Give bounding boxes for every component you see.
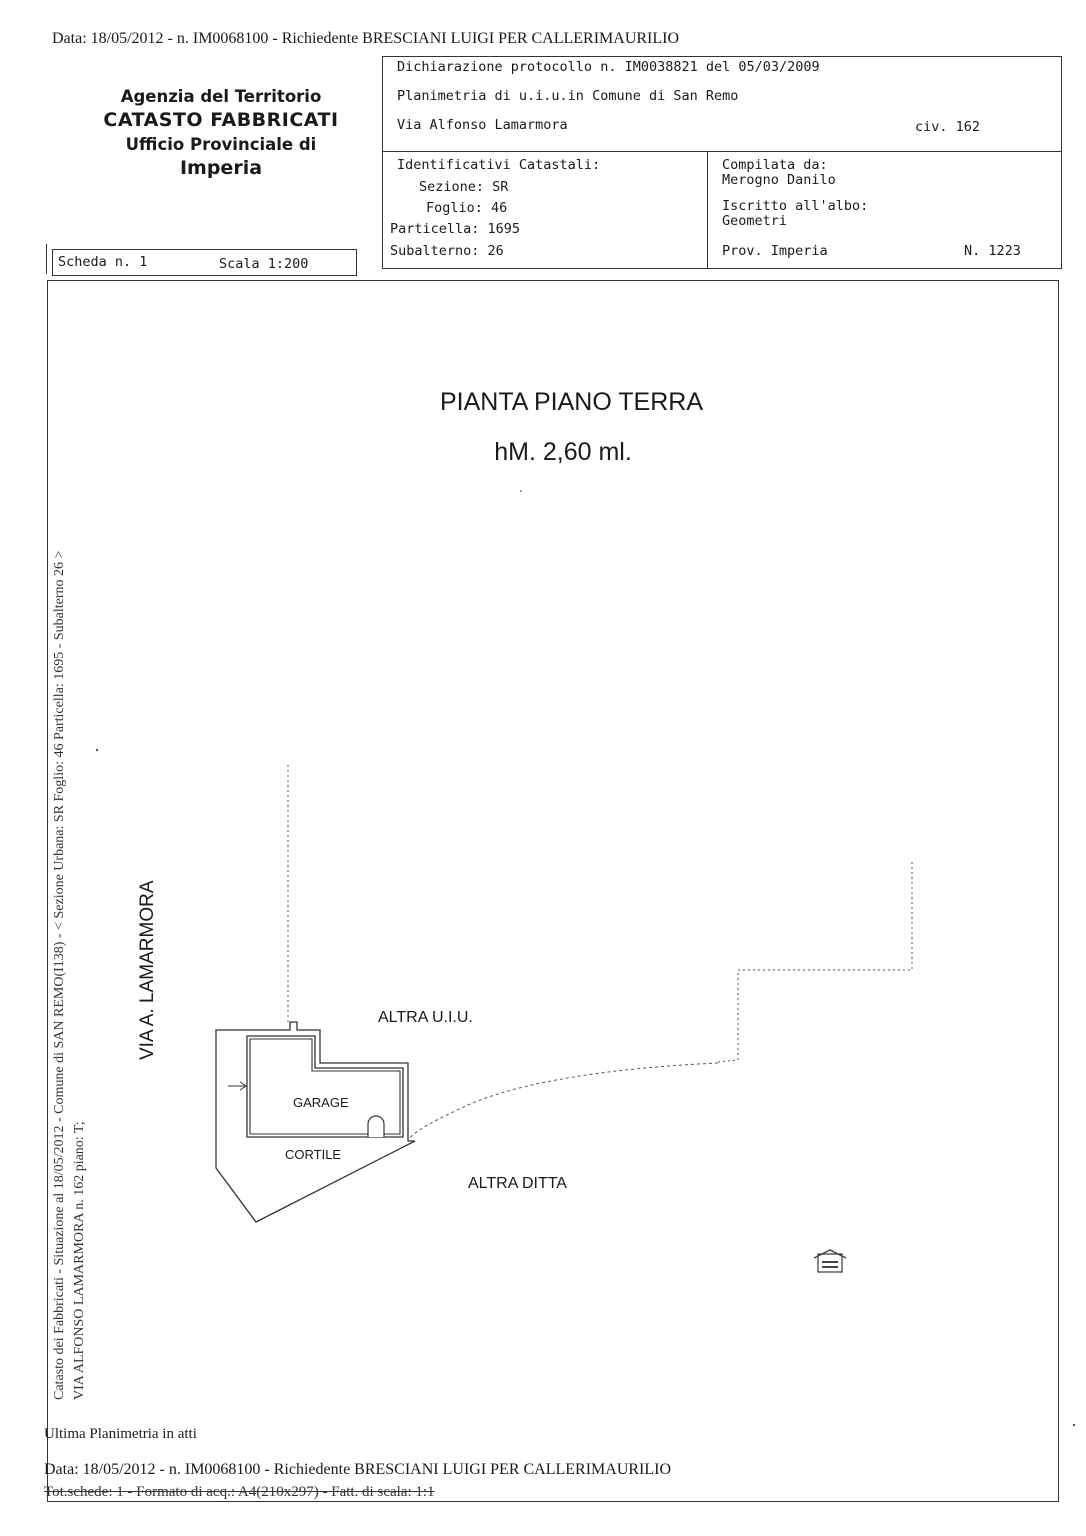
registered-label: Iscritto all'albo: bbox=[722, 198, 869, 214]
agency-name: Agenzia del Territorio bbox=[120, 87, 322, 106]
street-line: Via Alfonso Lamarmora bbox=[397, 117, 568, 133]
identifiers-title: Identificativi Catastali: bbox=[397, 157, 601, 173]
plan-title: PIANTA PIANO TERRA bbox=[439, 388, 704, 416]
door-symbol bbox=[368, 1116, 384, 1137]
footer-format-line: Tot.schede: 1 - Formato di acq.: A4(210x297) - Fatt. di scala: 1:1 bbox=[44, 1484, 435, 1500]
subalterno-value: Subalterno: 26 bbox=[390, 243, 504, 259]
label-courtyard: CORTILE bbox=[285, 1147, 342, 1162]
scale-value: Scala 1:200 bbox=[219, 256, 309, 272]
foglio-value: Foglio: 46 bbox=[426, 200, 508, 216]
boundary-line-east bbox=[718, 862, 912, 1062]
stamp-icon bbox=[814, 1250, 846, 1272]
protocol-line: Dichiarazione protocollo n. IM0038821 del 05/03/2009 bbox=[397, 59, 820, 75]
boundary-line-south bbox=[408, 1063, 718, 1140]
street-label: VIA A. LAMARMORA bbox=[137, 880, 158, 1060]
registered-value: Geometri bbox=[722, 213, 788, 229]
footer-request-line: Data: 18/05/2012 - n. IM0068100 - Richiedente BRESCIANI LUIGI PER CALLERIMAURILIO bbox=[44, 1461, 672, 1478]
last-plan-note: Ultima Planimetria in atti bbox=[44, 1426, 197, 1442]
registration-number: N. 1223 bbox=[964, 243, 1021, 259]
scan-speck bbox=[96, 749, 98, 751]
label-other-unit: ALTRA U.I.U. bbox=[378, 1009, 473, 1026]
compiled-by-label: Compilata da: bbox=[722, 157, 828, 173]
side-address-text: VIA ALFONSO LAMARMORA n. 162 piano: T; bbox=[72, 1121, 87, 1400]
label-garage: GARAGE bbox=[293, 1095, 349, 1110]
civic-number: civ. 162 bbox=[915, 119, 981, 135]
office-province: Imperia bbox=[179, 157, 263, 180]
scheda-number: Scheda n. 1 bbox=[58, 254, 148, 270]
request-header-line: Data: 18/05/2012 - n. IM0068100 - Richiedente BRESCIANI LUIGI PER CALLERIMAURILIO bbox=[52, 30, 680, 47]
office-label: Ufficio Provinciale di bbox=[125, 134, 317, 154]
particella-value: Particella: 1695 bbox=[390, 221, 521, 237]
plan-municipality-line: Planimetria di u.i.u.in Comune di San Remo bbox=[397, 88, 739, 104]
province-value: Prov. Imperia bbox=[722, 243, 828, 259]
sezione-value: Sezione: SR bbox=[419, 179, 509, 195]
compiler-name: Merogno Danilo bbox=[722, 172, 836, 188]
label-other-owner: ALTRA DITTA bbox=[468, 1175, 567, 1192]
plan-height: hM. 2,60 ml. bbox=[494, 438, 632, 466]
scan-speck bbox=[1073, 1424, 1075, 1426]
scan-speck bbox=[520, 490, 522, 492]
catasto-title: CATASTO FABBRICATI bbox=[103, 109, 339, 132]
side-situation-text: Catasto dei Fabbricati - Situazione al 18/05/2012 - Comune di SAN REMO(I138) - < Sezione Urbana: SR Foglio: 46 Particella: 1695 - Subalterno 26 > bbox=[52, 550, 67, 1400]
